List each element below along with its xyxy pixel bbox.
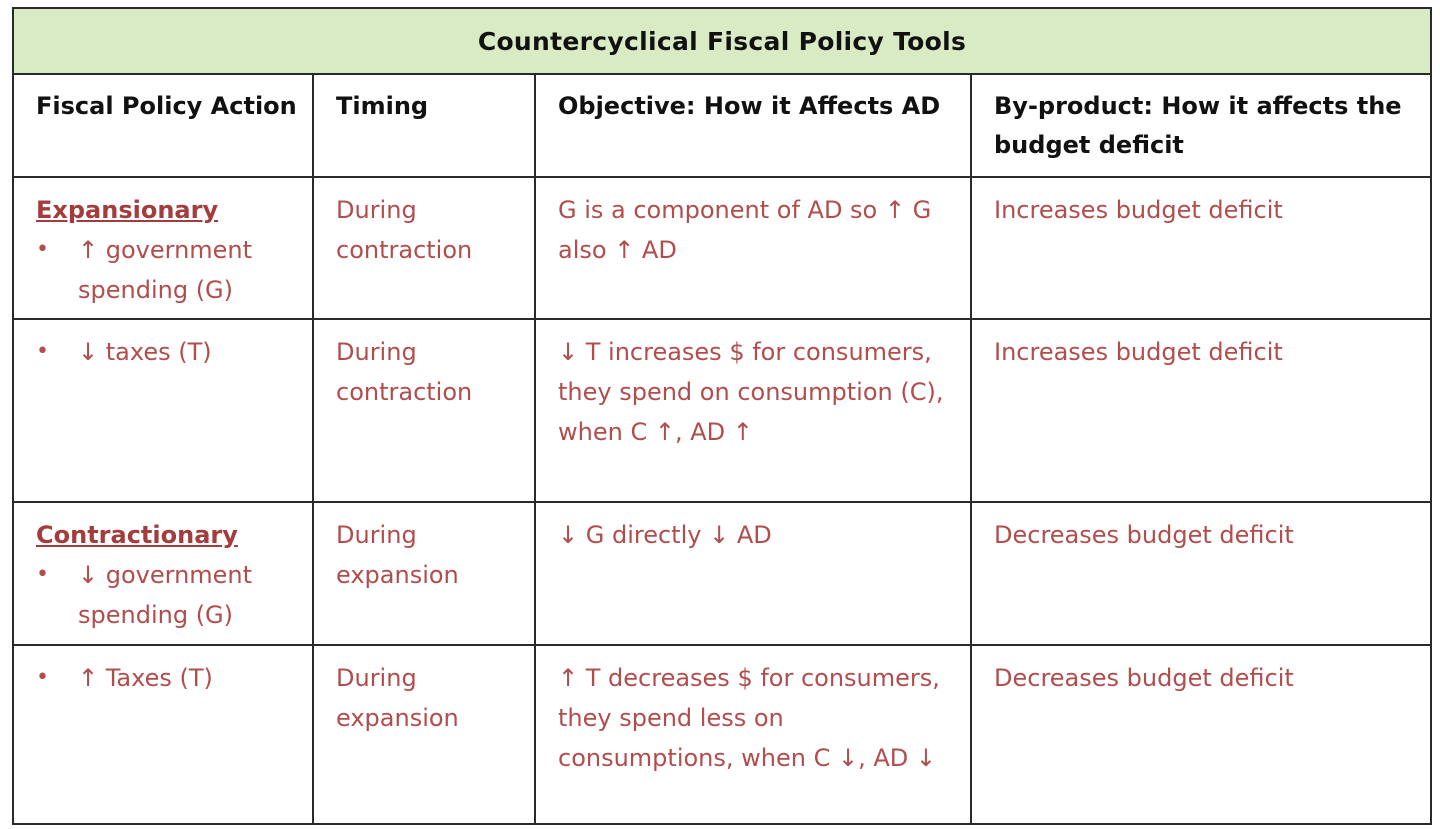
row-contractionary-taxes-timing: During expansion xyxy=(314,646,536,823)
action-text: ↑ Taxes (T) xyxy=(78,664,213,692)
list-item xyxy=(36,230,302,310)
header-fiscal-policy-action: Fiscal Policy Action xyxy=(14,75,314,178)
row-contractionary-spending-objective: ↓ G directly ↓ AD xyxy=(536,503,972,646)
list-item xyxy=(36,555,302,635)
table-title: Countercyclical Fiscal Policy Tools xyxy=(477,26,967,56)
row-expansionary-taxes-timing: During contraction xyxy=(314,320,536,503)
table-grid xyxy=(14,75,1430,823)
header-timing: Timing xyxy=(314,75,536,178)
contractionary-heading: Contractionary xyxy=(36,521,238,549)
bullet-icon: • xyxy=(36,237,49,262)
bullet-icon: • xyxy=(36,562,49,587)
fiscal-policy-table xyxy=(12,7,1432,825)
action-text: ↓ government spending (G) xyxy=(78,561,253,629)
row-expansionary-spending-objective: G is a component of AD so ↑ G also ↑ AD xyxy=(536,178,972,320)
row-expansionary-taxes-objective: ↓ T increases $ for consumers, they spend on consumption (C), when C ↑, AD ↑ xyxy=(536,320,972,503)
bullet-icon: • xyxy=(36,665,49,690)
bullet-icon: • xyxy=(36,339,49,364)
row-contractionary-spending-byproduct: Decreases budget deficit xyxy=(972,503,1430,646)
row-expansionary-spending-action xyxy=(14,178,314,320)
table-title-row xyxy=(14,9,1430,75)
row-contractionary-spending-action xyxy=(14,503,314,646)
row-contractionary-taxes-byproduct: Decreases budget deficit xyxy=(994,664,1294,692)
row-expansionary-spending-byproduct: Increases budget deficit xyxy=(972,178,1430,320)
row-expansionary-taxes-action xyxy=(14,320,314,503)
list-item xyxy=(36,658,302,698)
row-expansionary-taxes-byproduct: Increases budget deficit xyxy=(972,320,1430,503)
list-item xyxy=(36,332,302,372)
expansionary-heading: Expansionary xyxy=(36,196,219,224)
action-text: ↓ taxes (T) xyxy=(78,338,212,366)
header-by-product: By-product: How it affects the budget deficit xyxy=(972,75,1430,178)
row-contractionary-taxes-action xyxy=(14,646,314,823)
row-expansionary-spending-timing: During contraction xyxy=(314,178,536,320)
action-text: ↑ government spending (G) xyxy=(78,236,253,304)
row-contractionary-spending-timing: During expansion xyxy=(314,503,536,646)
row-contractionary-taxes-objective: ↑ T decreases $ for consumers, they spend less on consumptions, when C ↓, AD ↓ xyxy=(536,646,972,823)
header-objective: Objective: How it Affects AD xyxy=(536,75,972,178)
